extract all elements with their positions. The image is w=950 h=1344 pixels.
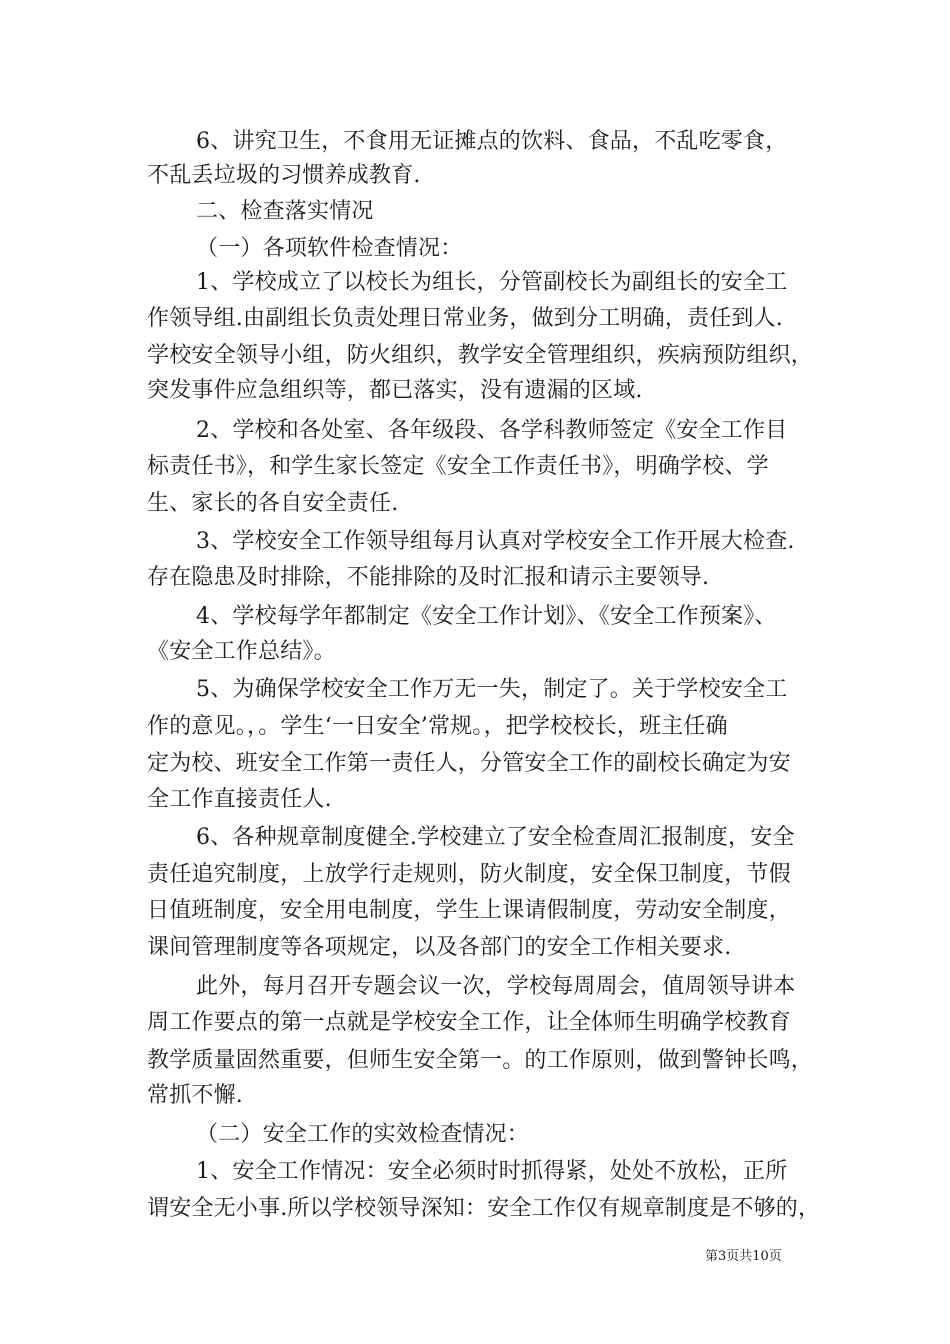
text-line: 全工作直接责任人.	[147, 787, 332, 812]
text-line: 教学质量固然重要，但师生安全第一。的工作原则，做到警钟长鸣，	[147, 1048, 814, 1073]
text-line: 日值班制度，安全用电制度，学生上课请假制度，劳动安全制度，	[147, 898, 791, 923]
text-line: 学校安全领导小组，防火组织，教学安全管理组织，疾病预防组织，	[147, 343, 814, 368]
text-line: 6、各种规章制度健全.学校建立了安全检查周汇报制度，安全	[196, 825, 795, 850]
text-line: 责任追究制度，上放学行走规则，防火制度，安全保卫制度，节假	[147, 862, 791, 887]
text-line: 谓安全无小事.所以学校领导深知：安全工作仅有规章制度是不够的，	[147, 1196, 821, 1221]
text-line: 作的意见。，。学生‘一日安全’常规。，把学校校长，班主任确	[147, 714, 728, 739]
text-line: 《安全工作总结》。	[147, 639, 336, 664]
text-line: 5、为确保学校安全工作万无一失，制定了。关于学校安全工	[196, 677, 788, 702]
subsection-heading: （一）各项软件检查情况：	[196, 236, 463, 261]
text-line: 1、学校成立了以校长为组长，分管副校长为副组长的安全工	[196, 270, 788, 295]
text-line: 4、学校每学年都制定《安全工作计划》、《安全工作预案》、	[196, 604, 777, 629]
subsection-heading: （二）安全工作的实效检查情况：	[196, 1122, 530, 1147]
text-line: 周工作要点的第一点就是学校安全工作，让全体师生明确学校教育	[147, 1010, 791, 1035]
text-line: 课间管理制度等各项规定，以及各部门的安全工作相关要求.	[147, 935, 732, 960]
text-line: 生、家长的各自安全责任.	[147, 491, 399, 516]
text-line: 突发事件应急组织等，都已落实，没有遗漏的区域.	[147, 378, 643, 403]
text-line: 3、学校安全工作领导组每月认真对学校安全工作开展大检查.	[196, 529, 795, 554]
text-line: 标责任书》，和学生家长签定《安全工作责任书》，明确学校、学	[147, 454, 769, 479]
page-number: 第3页共10页	[705, 1249, 782, 1264]
section-heading: 二、检查落实情况	[196, 199, 374, 224]
text-line: 定为校、班安全工作第一责任人，分管安全工作的副校长确定为安	[147, 751, 791, 776]
text-line: 此外，每月召开专题会议一次，学校每周周会，值周领导讲本	[196, 974, 796, 999]
text-line: 存在隐患及时排除，不能排除的及时汇报和请示主要领导.	[147, 565, 710, 590]
text-line: 常抓不懈.	[147, 1083, 243, 1108]
text-line: 不乱丢垃圾的习惯养成教育.	[147, 163, 421, 188]
text-line: 作领导组.由副组长负责处理日常业务，做到分工明确，责任到人.	[147, 306, 783, 331]
text-line: 1、安全工作情况：安全必须时时抓得紧，处处不放松，正所	[196, 1159, 788, 1184]
text-line: 2、学校和各处室、各年级段、各学科教师签定《安全工作目	[196, 418, 788, 443]
text-line: 6、讲究卫生，不食用无证摊点的饮料、食品，不乱吃零食，	[196, 129, 788, 154]
